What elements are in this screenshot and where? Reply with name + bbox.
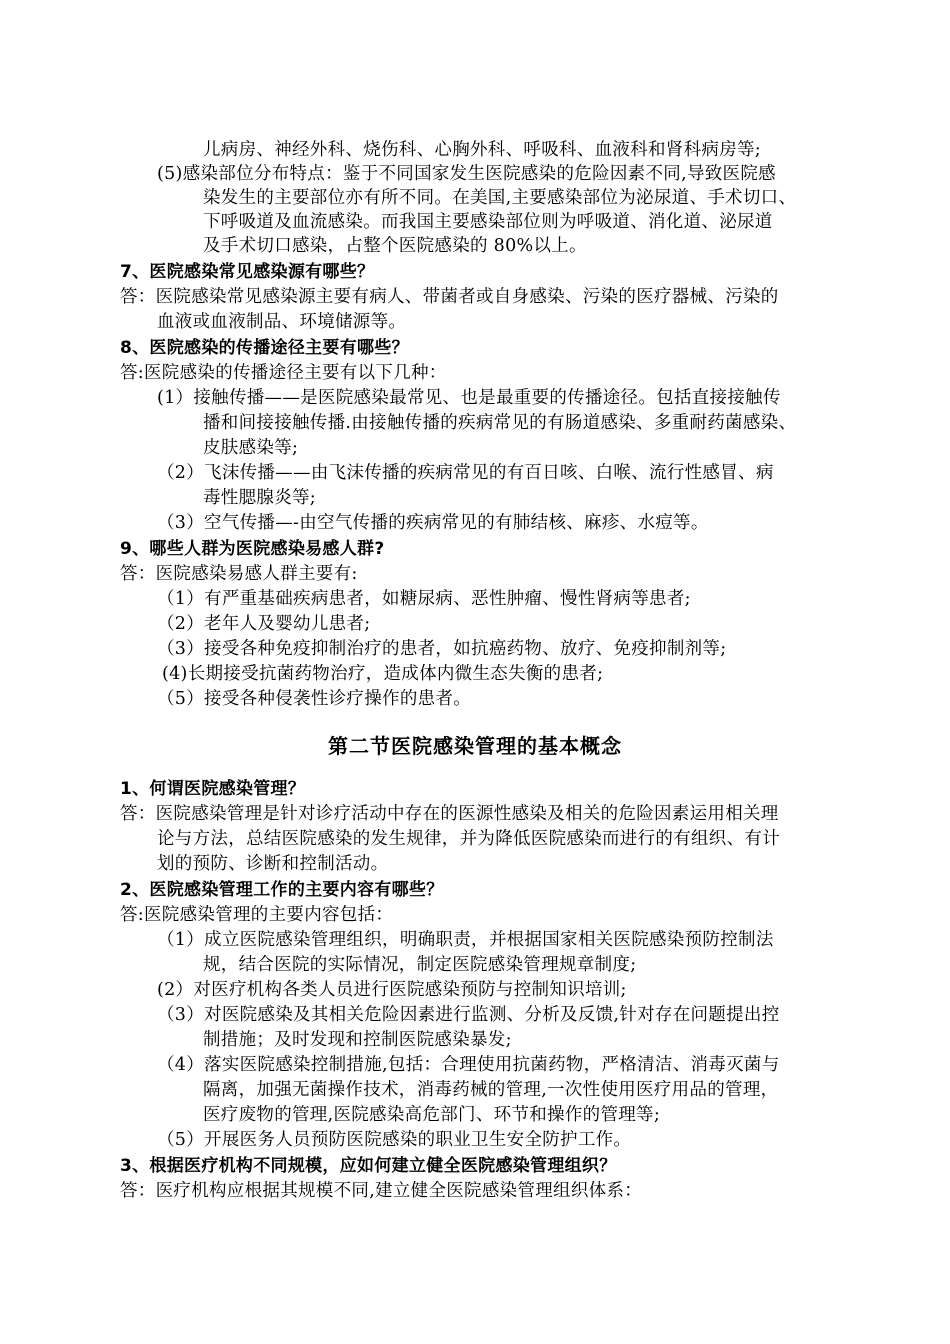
list-item: (2）对医疗机构各类人员进行医院感染预防与控制知识培训; — [157, 980, 627, 1000]
answer-line: 答：医院感染管理是针对诊疗活动中存在的医源性感染及相关的危险因素运用相关理 — [120, 804, 779, 824]
list-item: （1）成立医院感染管理组织，明确职责，并根据国家相关医院感染预防控制法 — [157, 930, 774, 950]
list-item: （3）空气传播—-由空气传播的疾病常见的有肺结核、麻疹、水痘等。 — [157, 513, 709, 533]
list-item: （2）老年人及婴幼儿患者; — [157, 614, 371, 634]
question-heading: 2、医院感染管理工作的主要内容有哪些？ — [120, 880, 444, 900]
text-line: 规，结合医院的实际情况，制定医院感染管理规章制度; — [203, 955, 637, 975]
answer-line: 血液或血液制品、环境储源等。 — [157, 312, 407, 332]
text-line: 毒性腮腺炎等; — [203, 488, 316, 508]
answer-line: 划的预防、诊断和控制活动。 — [157, 854, 389, 874]
answer-line: 答：医院感染易感人群主要有: — [120, 564, 358, 584]
text-line: 下呼吸道及血流感染。而我国主要感染部位则为呼吸道、消化道、泌尿道 — [203, 212, 773, 232]
list-item: （3）接受各种免疫抑制治疗的患者，如抗癌药物、放疗、免疫抑制剂等; — [157, 639, 727, 659]
list-item: (1）接触传播——是医院感染最常见、也是最重要的传播途径。包括直接接触传 — [157, 388, 781, 408]
answer-line: 答：医疗机构应根据其规模不同,建立健全医院感染管理组织体系： — [120, 1181, 643, 1201]
question-heading: 7、医院感染常见感染源有哪些？ — [120, 262, 375, 282]
text-line: (5)感染部位分布特点：鉴于不同国家发生医院感染的危险因素不同,导致医院感 — [157, 164, 776, 184]
text-line: 制措施；及时发现和控制医院感染暴发; — [203, 1030, 512, 1050]
list-item: （2）飞沫传播——由飞沫传播的疾病常见的有百日咳、白喉、流行性感冒、病 — [157, 463, 774, 483]
text-line: 及手术切口感染，占整个医院感染的 80%以上。 — [203, 236, 587, 256]
text-line: 医疗废物的管理,医院感染高危部门、环节和操作的管理等; — [203, 1105, 661, 1125]
list-item: （4）落实医院感染控制措施,包括：合理使用抗菌药物，严格清洁、消毒灭菌与 — [157, 1055, 780, 1075]
section-title: 第二节医院感染管理的基本概念 — [328, 734, 622, 758]
question-heading: 1、何谓医院感染管理？ — [120, 779, 306, 799]
list-item: (4)长期接受抗菌药物治疗，造成体内微生态失衡的患者; — [162, 664, 604, 684]
list-item: （5）开展医务人员预防医院感染的职业卫生安全防护工作。 — [157, 1130, 632, 1150]
question-heading: 3、根据医疗机构不同规模，应如何建立健全医院感染管理组织？ — [120, 1156, 617, 1176]
text-line: 播和间接接触传播.由接触传播的疾病常见的有肠道感染、多重耐药菌感染、 — [203, 413, 797, 433]
question-heading: 8、医院感染的传播途径主要有哪些？ — [120, 338, 409, 358]
list-item: （3）对医院感染及其相关危险因素进行监测、分析及反馈,针对存在问题提出控 — [157, 1005, 780, 1025]
text-line: 皮肤感染等; — [203, 438, 299, 458]
list-item: （1）有严重基础疾病患者，如糖尿病、恶性肿瘤、慢性肾病等患者; — [157, 589, 691, 609]
answer-line: 答:医院感染的传播途径主要有以下几种： — [120, 363, 447, 383]
question-heading: 9、哪些人群为医院感染易感人群? — [120, 539, 385, 559]
answer-line: 论与方法，总结医院感染的发生规律，并为降低医院感染而进行的有组织、有计 — [157, 829, 780, 849]
text-line: 儿病房、神经外科、烧伤科、心胸外科、呼吸科、血液科和肾科病房等; — [203, 140, 761, 160]
text-line: 隔离，加强无菌操作技术，消毒药械的管理,一次性使用医疗用品的管理， — [203, 1080, 779, 1100]
text-line: 染发生的主要部位亦有所不同。在美国,主要感染部位为泌尿道、手术切口、 — [203, 188, 797, 208]
answer-line: 答:医院感染管理的主要内容包括： — [120, 905, 394, 925]
answer-line: 答：医院感染常见感染源主要有病人、带菌者或自身感染、污染的医疗器械、污染的 — [120, 287, 779, 307]
list-item: （5）接受各种侵袭性诊疗操作的患者。 — [157, 689, 472, 709]
